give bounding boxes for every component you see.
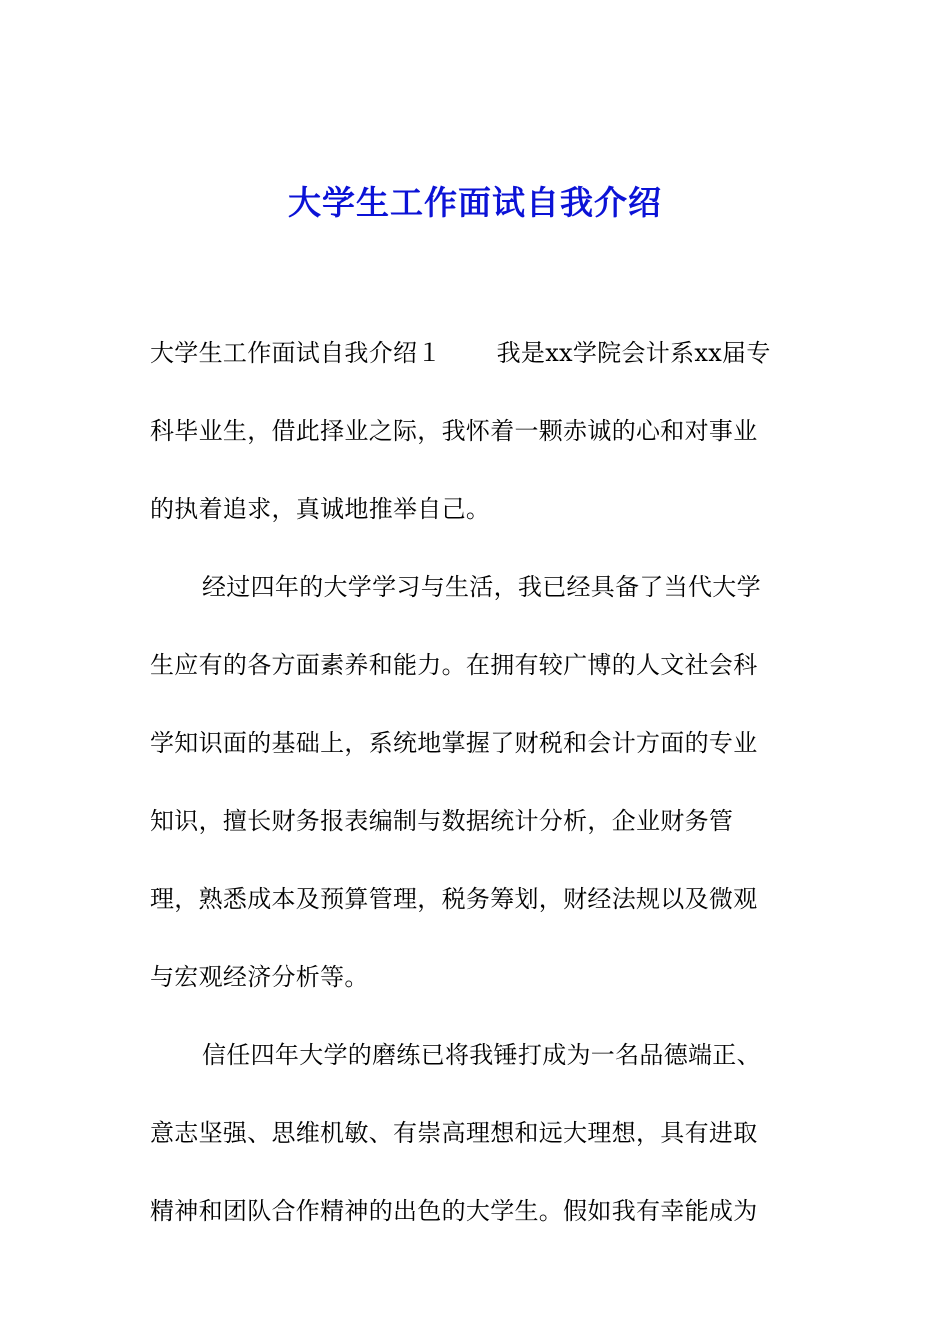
text-line-10: 信任四年大学的磨练已将我锤打成为一名品德端正、 bbox=[202, 1041, 761, 1069]
text-line-2: 科毕业生，借此择业之际，我怀着一颗赤诚的心和对事业 bbox=[150, 417, 758, 445]
document-title: 大学生工作面试自我介绍 bbox=[288, 183, 662, 222]
text-line-6: 学知识面的基础上，系统地掌握了财税和会计方面的专业 bbox=[150, 729, 758, 757]
text-line-11: 意志坚强、思维机敏、有崇高理想和远大理想，具有进取 bbox=[150, 1119, 758, 1147]
text-line-7: 知识，擅长财务报表编制与数据统计分析，企业财务管 bbox=[150, 807, 734, 835]
document-body bbox=[150, 328, 792, 1264]
text-line-4: 经过四年的大学学习与生活，我已经具备了当代大学 bbox=[202, 573, 761, 601]
text-line-3: 的执着追求，真诚地推举自己。 bbox=[150, 495, 491, 523]
text-line-5: 生应有的各方面素养和能力。在拥有较广博的人文社会科 bbox=[150, 651, 758, 679]
text-line-1 bbox=[150, 328, 792, 406]
section-heading: 大学生工作面试自我介绍１ bbox=[150, 339, 442, 367]
text-line-9: 与宏观经济分析等。 bbox=[150, 963, 369, 991]
text-line-8: 理，熟悉成本及预算管理，税务筹划，财经法规以及微观 bbox=[150, 885, 758, 913]
text-line-12: 精神和团队合作精神的出色的大学生。假如我有幸能成为 bbox=[150, 1197, 758, 1225]
paragraph-text: 我是xx学院会计系xx届专 bbox=[496, 339, 771, 367]
